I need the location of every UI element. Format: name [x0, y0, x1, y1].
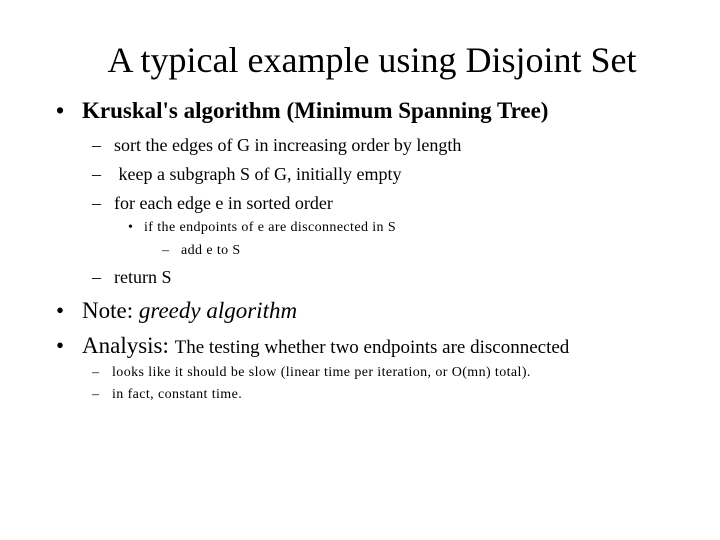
dash-marker: – [92, 193, 101, 213]
dash-marker: – [92, 164, 101, 184]
bullet-marker: • [56, 333, 65, 358]
subbullet-looks [92, 364, 531, 382]
level4-text: add e to S [181, 243, 241, 258]
dash-marker: – [92, 387, 100, 402]
bullet-text: Kruskal's algorithm (Minimum Spanning Tree) [82, 98, 549, 123]
subbullet-text: looks like it should be slow (linear time per iteration, or O(mn) total). [112, 365, 531, 380]
bullet-analysis [56, 332, 569, 362]
subbullet-text: return S [114, 267, 172, 287]
level4-add [162, 242, 241, 260]
bullet-marker: • [128, 220, 134, 235]
subbullet-text: in fact, constant time. [112, 387, 243, 402]
note-label: Note: [82, 298, 139, 323]
bullet-kruskal [56, 97, 548, 125]
subbullet-text: sort the edges of G in increasing order by length [114, 135, 462, 155]
subbullet-return [92, 266, 172, 288]
subbullet-keep [92, 163, 401, 185]
dash-marker: – [92, 365, 100, 380]
subsubbullet-if-endpoints [128, 219, 396, 237]
note-emphasis: greedy algorithm [138, 298, 298, 323]
bullet-note [56, 297, 297, 325]
analysis-label: Analysis: [82, 333, 175, 358]
subsubbullet-text: if the endpoints of e are disconnected in S [144, 220, 397, 235]
dash-marker: – [92, 135, 101, 155]
bullet-marker: • [56, 98, 65, 123]
subbullet-sort [92, 134, 461, 156]
dash-marker: – [162, 243, 170, 258]
subbullet-text: keep a subgraph S of G, initially empty [114, 164, 402, 184]
subbullet-text: for each edge e in sorted order [114, 193, 333, 213]
subbullet-infact [92, 386, 242, 404]
analysis-text: The testing whether two endpoints are disconnected [174, 337, 570, 358]
subbullet-foreach [92, 192, 333, 214]
slide-title: A typical example using Disjoint Set [107, 40, 637, 80]
bullet-marker: • [56, 298, 65, 323]
dash-marker: – [92, 267, 101, 287]
